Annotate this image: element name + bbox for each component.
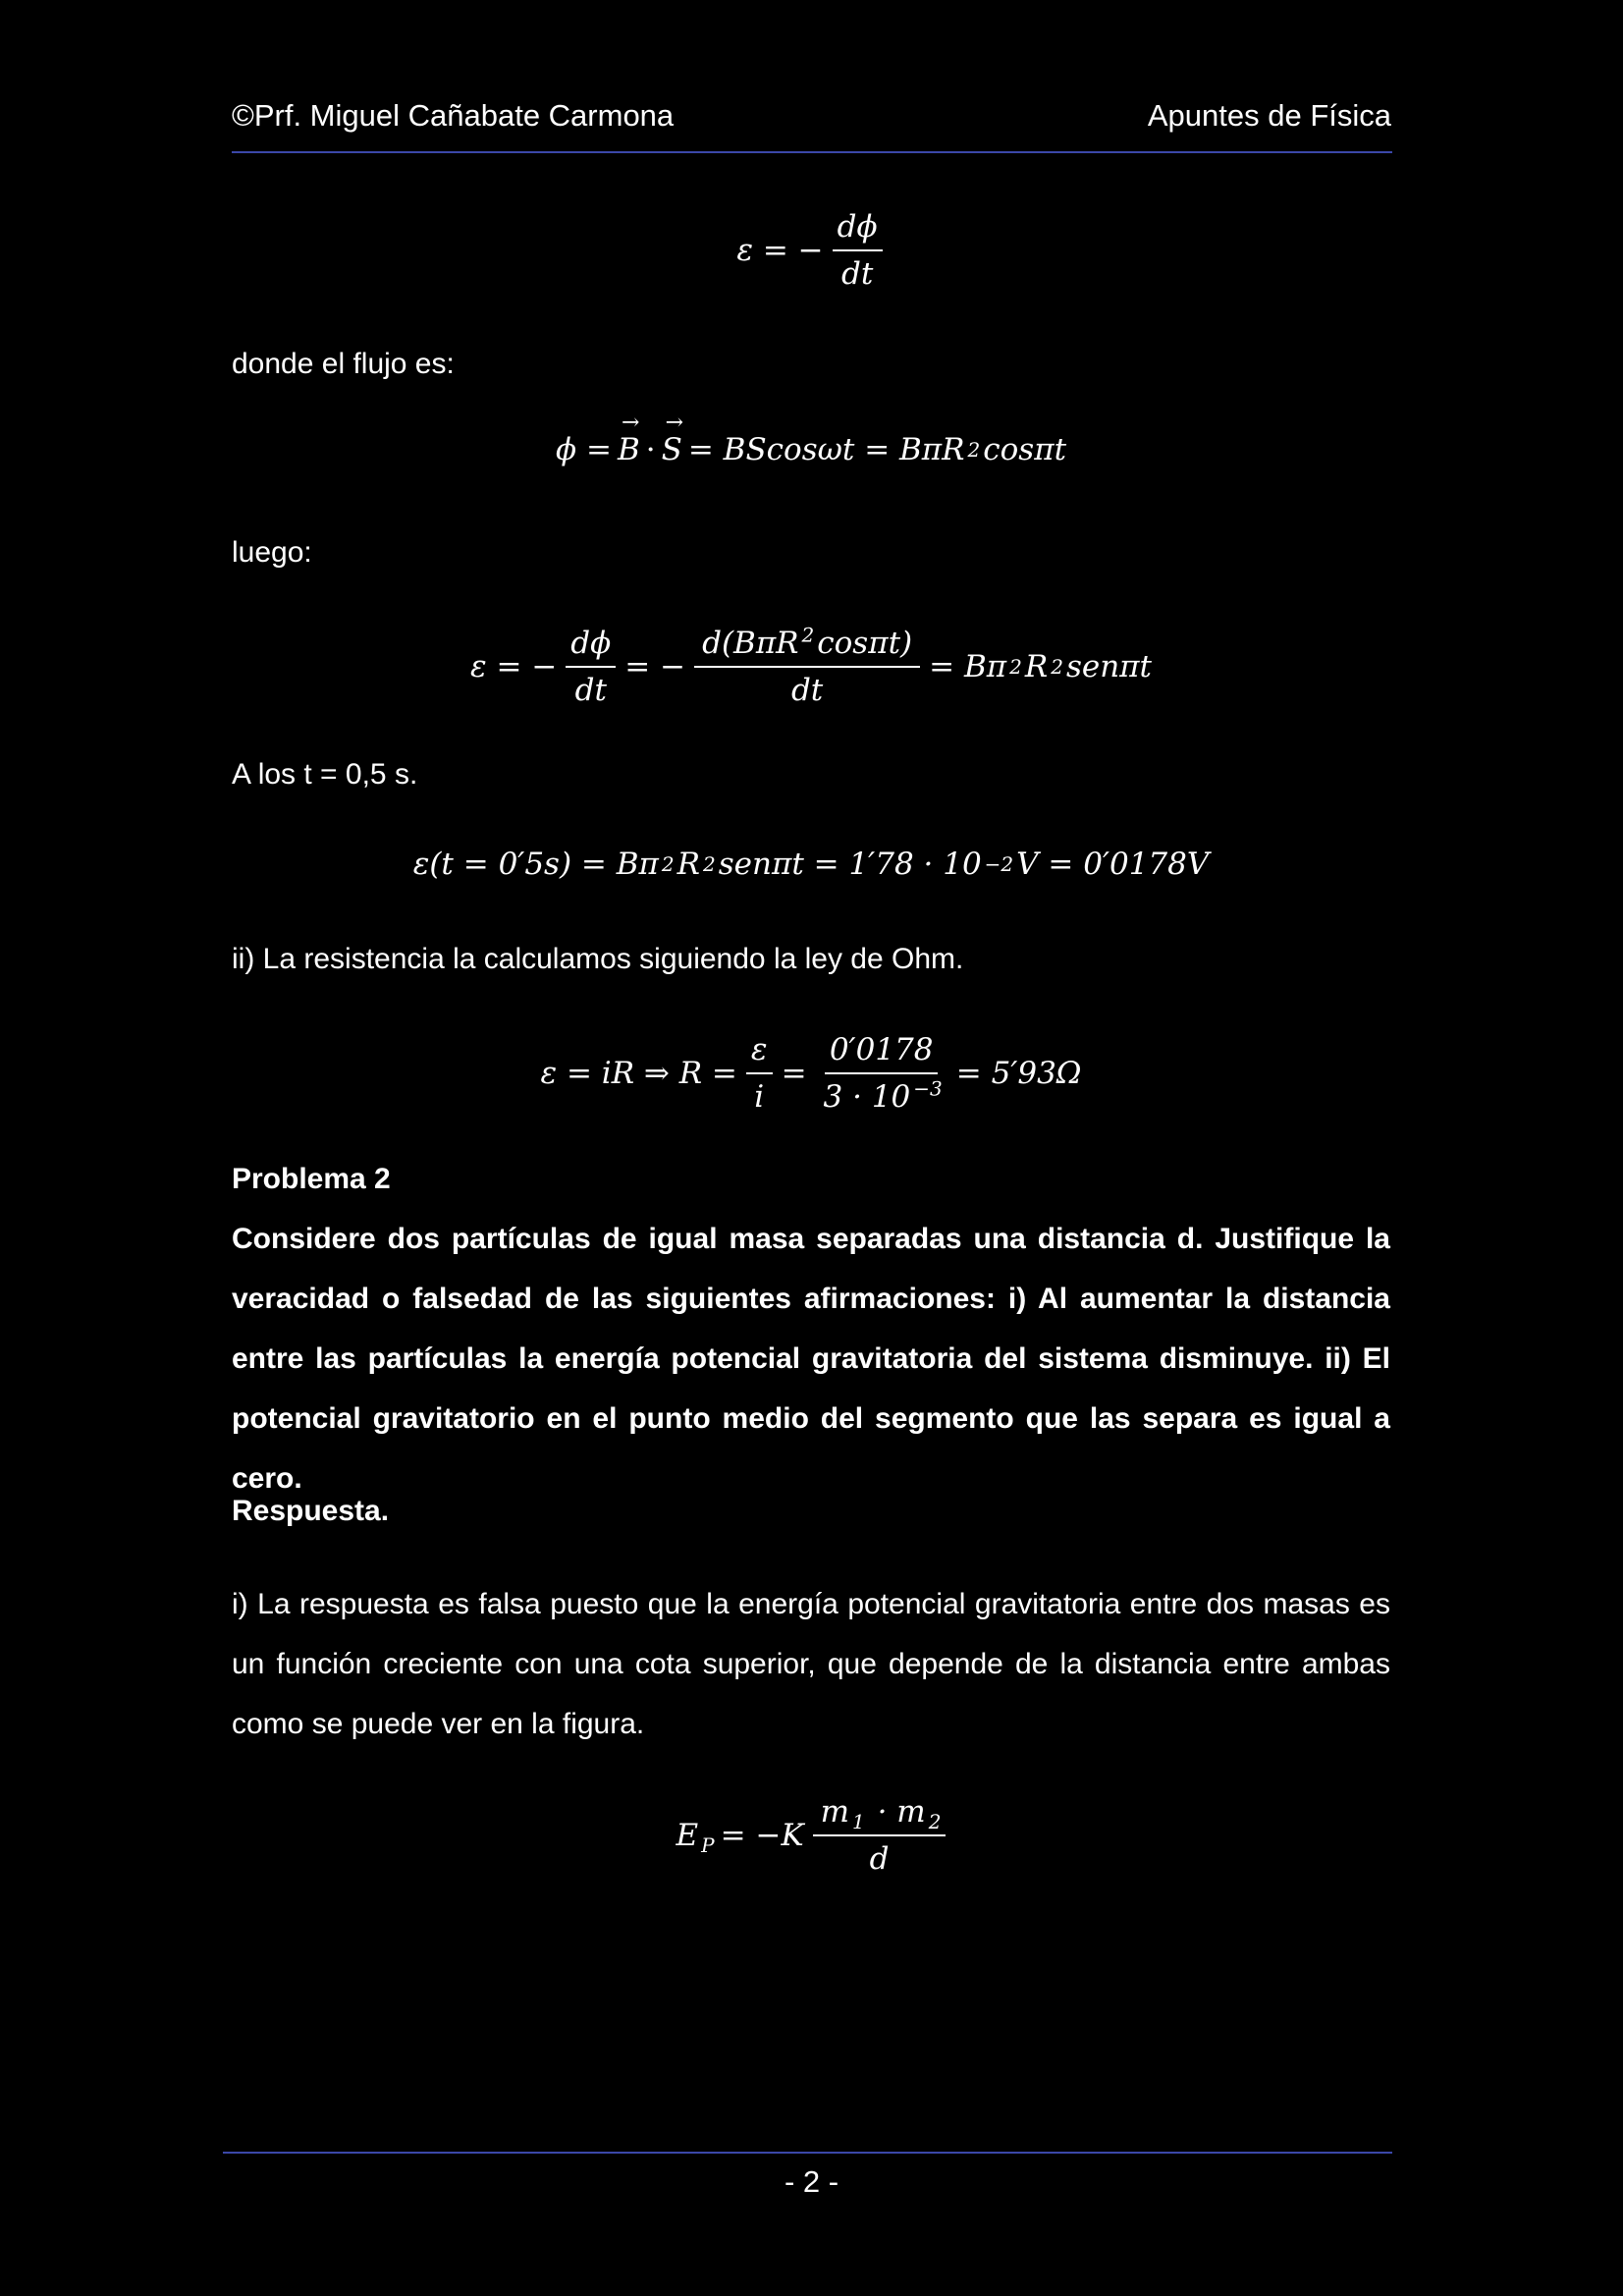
paragraph-luego: luego: [232,536,312,569]
problem-title: Problema 2 [232,1163,391,1195]
equation-ohm: ε = iR ⇒ R = $\frac{\varepsilon}{i}$ = $\frac{0'0178}{3 \cdot 10 ^{-3}}$ = 5′93Ω [540,1032,1082,1115]
problem-statement: Considere dos partículas de igual masa separadas una distancia d. Justifique la veracidad o falsedad de las siguientes afirmaciones: i) Al aumentar la distancia entre las partículas la energía potencial gravitatoria del sistema disminuye. ii) El potencial gravitatorio en el punto medio del segmento que las separa es igual a cero. [232,1223,1390,1495]
answer-title: Respuesta. [232,1495,390,1527]
equation-emf-derivation: ε = − $\frac{d\phi}{dt}$ = − d(BπR $^2$cosπt) dt = Bπ 2 R 2 senπt [470,623,1152,708]
header-author: ©Prf. Miguel Cañabate Carmona [232,98,675,133]
header-subject: Apuntes de Física [1147,98,1391,133]
equation-potential-energy: E $_P$ = −K m $_1$ · m $_2$ d [232,1793,1390,1878]
paragraph-flujo: donde el flujo es: [232,348,455,380]
equation-flux: ϕ = → B · → S = BScosωt = BπR 2 cosπt [232,432,1390,467]
equation-emf: ε = − $\frac{d\phi}{dt}$ [232,208,1390,293]
footer-rule [223,2152,1392,2154]
paragraph-tiempo: A los t = 0,5 s. [232,758,418,791]
header-rule [232,151,1392,153]
paragraph-resistencia: ii) La resistencia la calculamos siguiendo la ley de Ohm. [232,943,964,975]
equation-emf-value: ε(t = 0′5s) = Bπ 2 R 2 senπt = 1′78 · 10 −2 V = 0′0178V [412,847,1210,882]
answer-part-i: i) La respuesta es falsa puesto que la energía potencial gravitatoria entre dos masas es un función creciente con una cota superior, que depende de la distancia entre ambas como se puede ver en la figura. [232,1588,1390,1740]
page-number: - 2 - [784,2164,839,2199]
